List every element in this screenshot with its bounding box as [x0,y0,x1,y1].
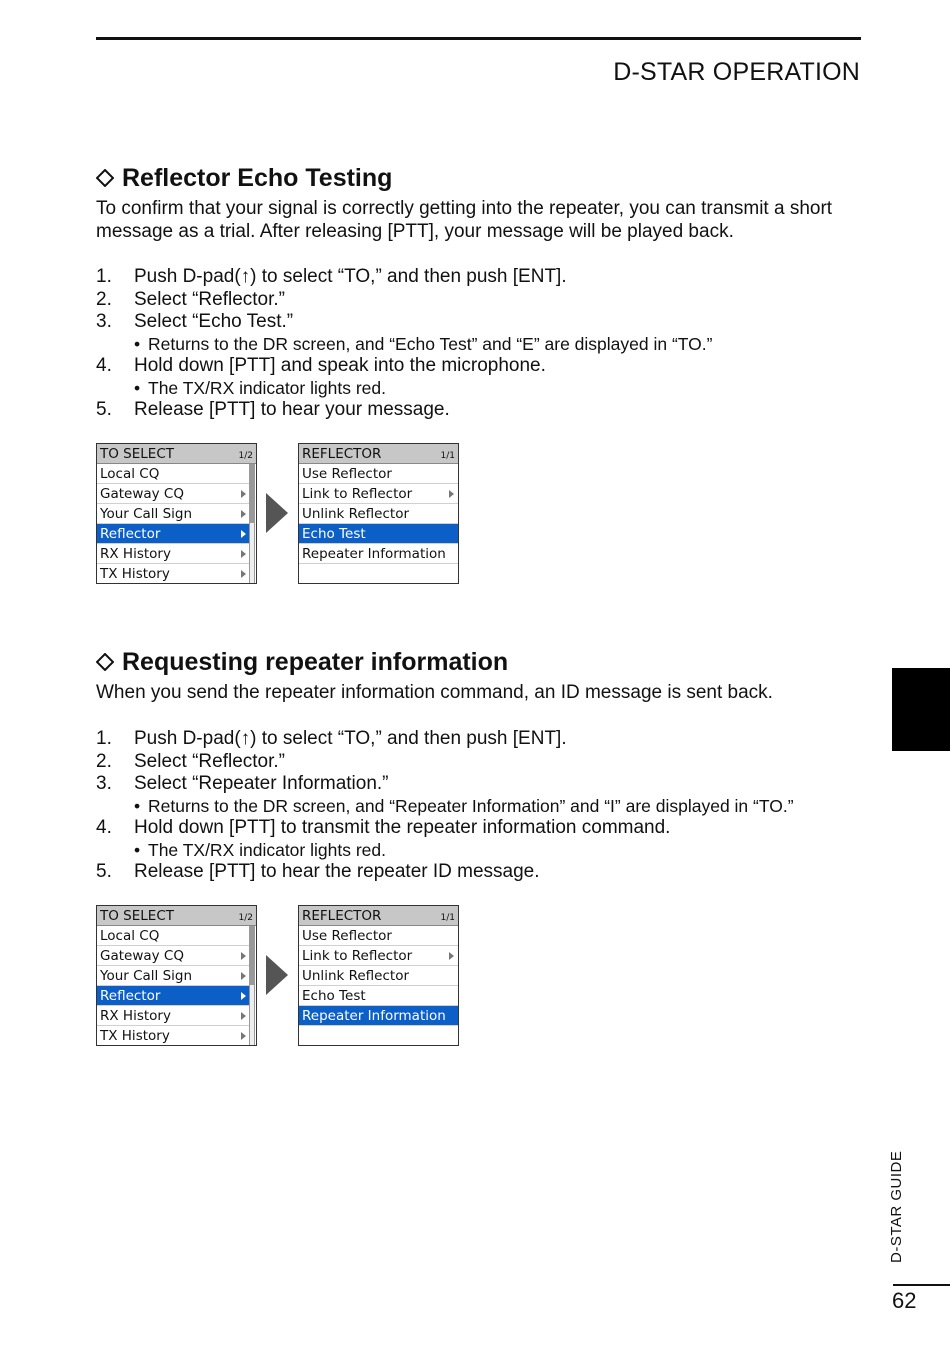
step-number: 5. [96,399,112,420]
lcd-page: 1/1 [440,913,455,923]
step-note [134,840,876,862]
step-text: Push D-pad(↑) to select “TO,” and then push [ENT]. [134,728,567,749]
lcd-row-label: Local CQ [100,927,160,944]
lcd-row-label: Your Call Sign [100,967,193,984]
bullet: • [134,795,141,816]
step [96,817,876,861]
lcd-row-label: Echo Test [302,987,366,1004]
scrollbar [249,926,255,1046]
scrollbar [249,464,255,584]
step-list [96,728,876,884]
bullet: • [134,839,141,860]
lcd-row-label: TX History [100,565,170,582]
lcd-to-select [96,443,257,584]
lcd-row-label: TX History [100,1027,170,1044]
lcd-row [97,484,250,504]
step-text: Hold down [PTT] to transmit the repeater information command. [134,817,671,838]
lcd-row [97,966,250,986]
step-text: Push D-pad(↑) to select “TO,” and then push [ENT]. [134,266,567,287]
arrow-right-icon [241,510,246,518]
step-note-text: Returns to the DR screen, and “Echo Test” and “E” are displayed in “TO.” [148,333,713,354]
arrow-right-icon [449,490,454,498]
arrow-right-icon [241,550,246,558]
lcd-row-label: RX History [100,1007,171,1024]
arrow-right-icon [241,992,246,1000]
step [96,355,876,399]
lcd-header [97,444,256,464]
step-text: Select “Repeater Information.” [134,773,389,794]
section-title-text: Requesting repeater information [122,648,509,676]
step-number: 2. [96,750,112,772]
lcd-row-label: Repeater Information [302,1007,446,1024]
step [96,861,876,884]
arrow-right-icon [449,952,454,960]
lcd-page: 1/1 [440,451,455,461]
scrollbar-thumb [250,465,254,523]
section-reflector-echo [96,163,876,243]
lcd-title: REFLECTOR [302,445,382,462]
header-rule [96,37,861,40]
step-text: Release [PTT] to hear the repeater ID message. [134,861,540,882]
lcd-row [97,464,250,484]
lcd-row-selected [299,1006,458,1026]
step-number: 3. [96,311,112,332]
lcd-row-label: Repeater Information [302,545,446,562]
step-note [134,796,876,818]
lcd-to-select [96,905,257,1046]
lcd-reflector [298,905,459,1046]
lcd-row [299,966,458,986]
step-text: Release [PTT] to hear your message. [134,399,450,420]
lcd-row-label: Use Reflector [302,465,392,482]
chapter-tab [892,668,950,751]
step-note [134,378,876,400]
lcd-row [299,504,458,524]
step [96,728,876,751]
lcd-row [299,946,458,966]
step [96,311,876,355]
step-note [134,334,876,356]
arrow-right-icon [241,1012,246,1020]
step-note-text: Returns to the DR screen, and “Repeater Information” and “I” are displayed in “TO.” [148,795,794,816]
lcd-row-label: Gateway CQ [100,947,184,964]
page-number-rule [893,1284,950,1286]
step-text: Select “Reflector.” [134,288,285,310]
bullet: • [134,377,141,398]
arrow-right-icon [241,490,246,498]
lcd-row [299,464,458,484]
arrow-right-icon [241,972,246,980]
step-note-text: The TX/RX indicator lights red. [148,377,386,398]
arrow-right-icon [241,952,246,960]
step [96,399,876,422]
lcd-row-label: Link to Reflector [302,947,413,964]
lcd-title: TO SELECT [100,907,174,924]
lcd-row [299,484,458,504]
lcd-row [97,946,250,966]
step-number: 3. [96,773,112,794]
lcd-row-label: Unlink Reflector [302,505,410,522]
step-list [96,266,876,422]
lcd-row [97,1026,250,1046]
section-title [96,647,876,677]
lcd-row [97,564,250,584]
arrow-right-icon [241,530,246,538]
lcd-row-label: Gateway CQ [100,485,184,502]
step-text: Select “Echo Test.” [134,311,294,332]
lcd-row [97,504,250,524]
step-text: Hold down [PTT] and speak into the microphone. [134,355,546,376]
scrollbar-thumb [250,927,254,985]
arrow-right-icon [241,1032,246,1040]
lcd-row [299,926,458,946]
diamond-icon [96,653,114,671]
lcd-row-label: Link to Reflector [302,485,413,502]
section-title-text: Reflector Echo Testing [122,164,393,192]
step-number: 2. [96,288,112,310]
next-arrow-icon [266,493,288,533]
lcd-row-label: Your Call Sign [100,505,193,522]
next-arrow-icon [266,955,288,995]
guide-label: D-STAR GUIDE [888,1150,905,1263]
lcd-reflector [298,443,459,584]
lcd-row [299,544,458,564]
step-note-text: The TX/RX indicator lights red. [148,839,386,860]
section-intro: To confirm that your signal is correctly getting into the repeater, you can transmit a short message as a trial. After releasing [PTT], your message will be played back. [96,198,833,242]
lcd-row [97,1006,250,1026]
page-number: 62 [892,1288,917,1313]
lcd-row-label: Echo Test [302,525,366,542]
lcd-header [97,906,256,926]
step [96,266,876,289]
step-number: 1. [96,728,112,749]
lcd-row-label: Use Reflector [302,927,392,944]
lcd-header [299,906,458,926]
lcd-row-selected [299,524,458,544]
step [96,289,876,312]
arrow-right-icon [241,570,246,578]
bullet: • [134,333,141,354]
step-number: 4. [96,817,112,838]
screen-illustration [96,905,466,1047]
lcd-row-label: Local CQ [100,465,160,482]
step-text: Select “Reflector.” [134,750,285,772]
step-number: 5. [96,861,112,882]
step-number: 1. [96,266,112,287]
lcd-page: 1/2 [238,451,253,461]
lcd-row [97,926,250,946]
lcd-row-label: Reflector [100,987,161,1004]
section-repeater-info [96,647,876,705]
screen-illustration [96,443,466,585]
lcd-row-selected [97,986,250,1006]
lcd-row-label: Reflector [100,525,161,542]
chapter-title: D-STAR OPERATION [613,58,860,86]
section-intro: When you send the repeater information command, an ID message is sent back. [96,682,773,703]
diamond-icon [96,169,114,187]
lcd-row-selected [97,524,250,544]
step [96,751,876,774]
lcd-row-label: Unlink Reflector [302,967,410,984]
lcd-title: REFLECTOR [302,907,382,924]
lcd-header [299,444,458,464]
section-title [96,163,876,193]
step-number: 4. [96,355,112,376]
lcd-row [299,986,458,1006]
step [96,773,876,817]
lcd-page: 1/2 [238,913,253,923]
lcd-row [97,544,250,564]
lcd-row-label: RX History [100,545,171,562]
lcd-title: TO SELECT [100,445,174,462]
